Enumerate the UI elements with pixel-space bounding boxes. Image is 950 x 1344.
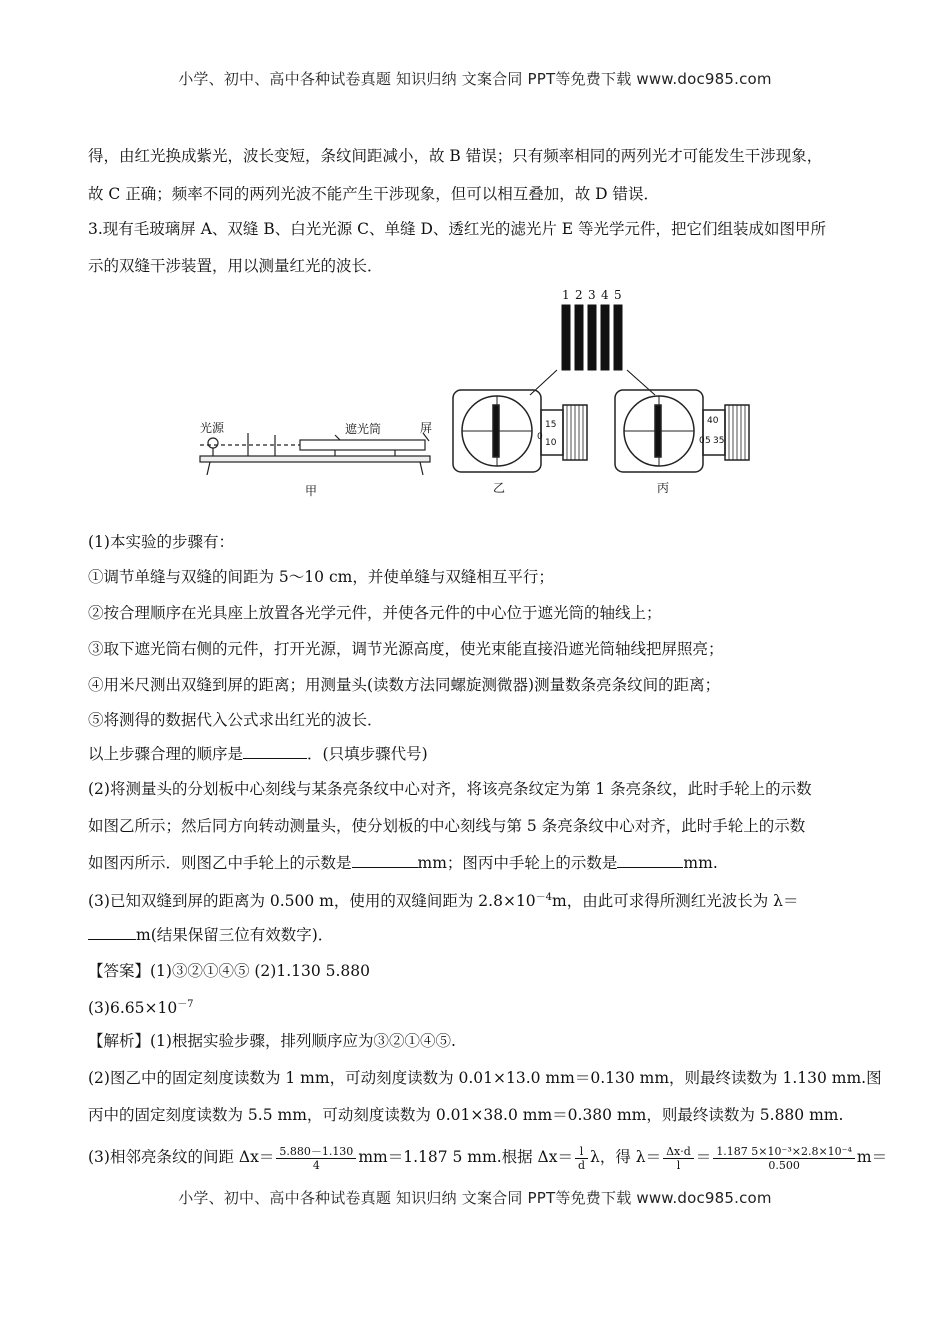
answer-blank xyxy=(617,853,683,868)
sub-question-1: (1)本实验的步骤有： xyxy=(88,533,234,551)
answer-blank xyxy=(88,925,136,940)
explanation-line: (2)图乙中的固定刻度读数为 1 mm，可动刻度读数为 0.01×13.0 mm＝0.130 mm，则最终读数为 1.130 mm.图 xyxy=(88,1069,882,1087)
step-2: ②按合理顺序在光具座上放置各光学元件，并使各元件的中心位于遮光筒的轴线上； xyxy=(88,604,662,622)
bing-scale-label: 35 xyxy=(713,436,725,446)
fringe-2 xyxy=(575,305,583,370)
experiment-figure xyxy=(195,285,755,500)
answer-blank xyxy=(352,853,418,868)
text-line: 示的双缝干涉装置，用以测量红光的波长． xyxy=(88,257,383,275)
fringe-number: 5 xyxy=(614,288,622,302)
text-line: m(结果保留三位有效数字)． xyxy=(88,925,333,945)
fringe-number: 2 xyxy=(575,288,583,302)
explanation-line: 【解析】(1)根据实验步骤，排列顺序应为③②①④⑤. xyxy=(88,1032,456,1050)
label-tube: 遮光筒 xyxy=(345,422,382,436)
yi-scale-label: 15 xyxy=(545,420,557,430)
answer-line: $(3)6.65\times 10^{-7}$ xyxy=(88,999,194,1018)
text-line: 如图乙所示；然后同方向转动测量头，使分划板的中心刻线与第 5 条亮条纹中心对齐，此时手轮上的示数 xyxy=(88,817,806,835)
fringe-number: 1 xyxy=(562,288,570,302)
fraction: $\frac{5.880-1.130}{4}$ xyxy=(276,1145,356,1172)
answer-blank xyxy=(243,744,307,759)
text-line: 故 C 正确；频率不同的两列光波不能产生干涉现象，但可以相互叠加，故 D 错误． xyxy=(88,185,659,203)
fraction: $\frac{\Delta x\cdot d}{l}$ xyxy=(663,1145,694,1172)
label-figure-jia: 甲 xyxy=(305,484,318,498)
step-5: ⑤将测得的数据代入公式求出红光的波长． xyxy=(88,711,383,729)
label-figure-yi: 乙 xyxy=(493,481,506,495)
fringe-number: 3 xyxy=(588,288,596,302)
sub-question-2: (2)将测量头的分划板中心刻线与某条亮条纹中心对齐，将该亮条纹定为第 1 条亮条纹，此时手轮上的示数 xyxy=(88,780,812,798)
order-question: 以上步骤合理的顺序是 ．(只填步骤代号) xyxy=(88,745,428,763)
optical-bench xyxy=(200,433,430,475)
label-figure-bing: 丙 xyxy=(657,481,670,495)
page-header: 小学、初中、高中各种试卷真题 知识归纳 文案合同 PPT等免费下载 www.doc985.com xyxy=(178,70,772,88)
fraction: $\frac{l}{d}$ xyxy=(575,1145,588,1172)
label-screen: 屏 xyxy=(420,421,433,435)
page-footer: 小学、初中、高中各种试卷真题 知识归纳 文案合同 PPT等免费下载 www.doc985.com xyxy=(178,1189,772,1207)
yi-scale-label: 0 xyxy=(537,432,543,442)
label-light-source: 光源 xyxy=(200,421,225,435)
explanation-formula-line: (3)相邻亮条纹的间距 Δx＝ $\frac{5.880-1.130}{4}$ mm＝1.187 5 mm.根据 Δx＝ $\frac{l}{d}$ λ，得 λ＝ $\frac{\Delta x\cdot d}{l}$ ＝ $\frac{\text{1.187 5×10⁻³×2.8×10⁻⁴}}{0.500}$ m＝ xyxy=(88,1144,888,1172)
fraction: $\frac{\text{1.187 5×10⁻³×2.8×10⁻⁴}}{0.500}$ xyxy=(713,1145,855,1172)
answer-line: 【答案】(1)③②①④⑤ (2)1.130 5.880 xyxy=(88,962,371,980)
measuring-head-yi xyxy=(453,390,587,472)
bing-scale-label: 40 xyxy=(707,416,719,426)
fringe-3 xyxy=(588,305,596,370)
fringe-1 xyxy=(562,305,570,370)
measuring-head-bing xyxy=(615,390,749,472)
bing-scale-label: 5 xyxy=(705,436,711,446)
explanation-line: 丙中的固定刻度读数为 5.5 mm，可动刻度读数为 0.01×38.0 mm＝0.380 mm，则最终读数为 5.880 mm. xyxy=(88,1106,844,1124)
fringe-5 xyxy=(614,305,622,370)
text-line: 得，由红光换成紫光，波长变短，条纹间距减小，故 B 错误；只有频率相同的两列光才可能发生干涉现象， xyxy=(88,147,823,165)
sub-question-3: (3)已知双缝到屏的距离为 0.500 m，使用的双缝间距为 $2.8\times 10^{-4}m$，由此可求得所测红光波长为 λ＝ xyxy=(88,892,799,911)
fringe-pattern xyxy=(530,305,655,395)
text-line: 如图丙所示．则图乙中手轮上的示数是 mm；图丙中手轮上的示数是 mm. xyxy=(88,854,718,872)
yi-scale-label: 10 xyxy=(545,438,557,448)
fringe-4 xyxy=(601,305,609,370)
fringe-number: 4 xyxy=(601,288,609,302)
step-4: ④用米尺测出双缝到屏的距离；用测量头(读数方法同螺旋测微器)测量数条亮条纹间的距离； xyxy=(88,676,721,694)
bing-scale-label: 0 xyxy=(699,436,705,446)
step-1: ①调节单缝与双缝的间距为 5～10 cm，并使单缝与双缝相互平行； xyxy=(88,568,554,586)
question-3-stem: 3.现有毛玻璃屏 A、双缝 B、白光光源 C、单缝 D、透红光的滤光片 E 等光学元件，把它们组装成如图甲所 xyxy=(88,220,827,238)
step-3: ③取下遮光筒右侧的元件，打开光源，调节光源高度，使光束能直接沿遮光筒轴线把屏照亮； xyxy=(88,640,724,658)
